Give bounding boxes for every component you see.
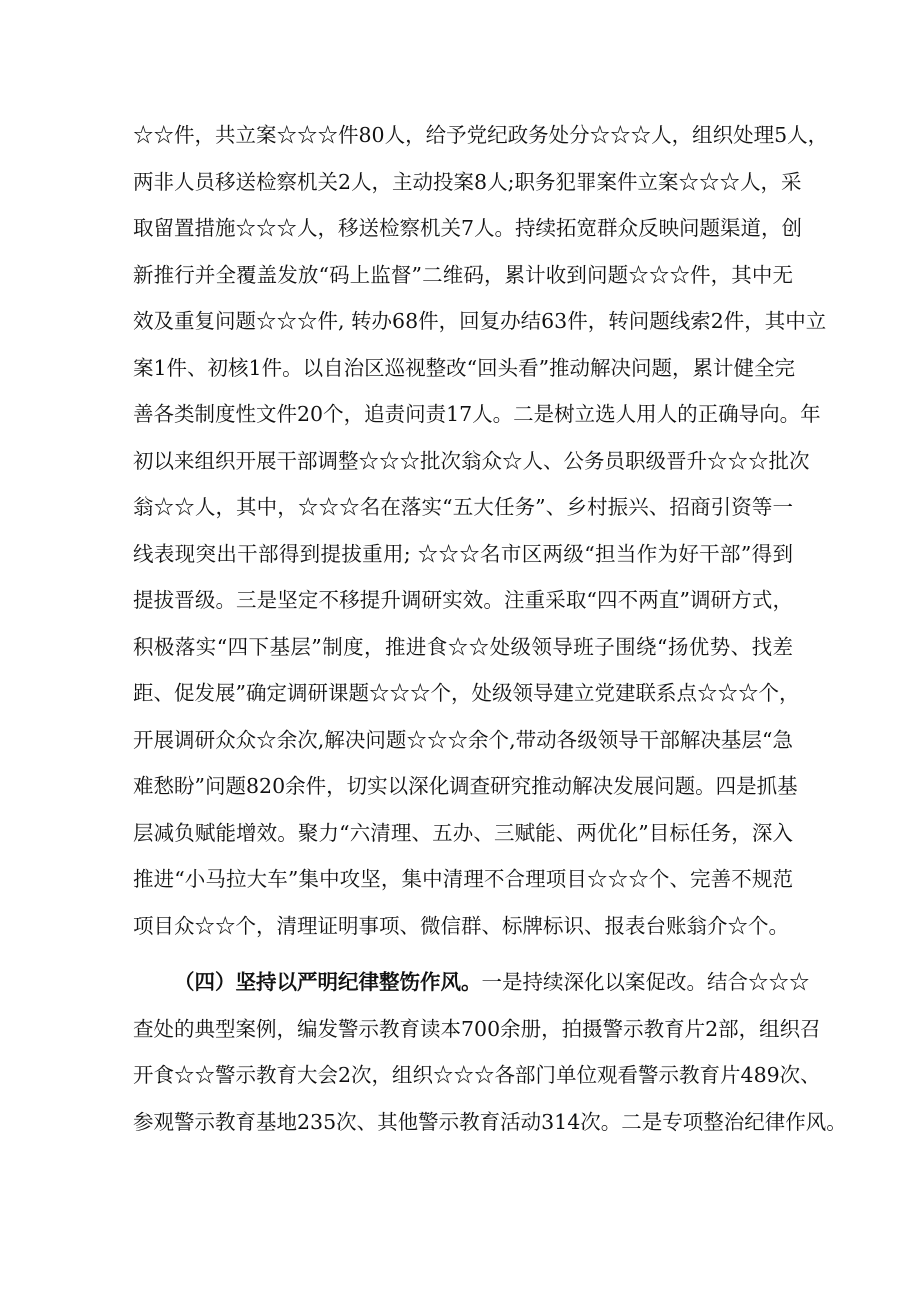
paragraph-work-results xyxy=(133,112,829,949)
text-line: 两非人员移送检察机关2人，主动投案8人;职务犯罪案件立案☆☆☆人，采 xyxy=(133,169,802,194)
document-body xyxy=(133,112,847,1145)
paragraph-discipline-style xyxy=(133,959,847,1145)
text-line: 项目众☆☆个，清理证明事项、微信群、标牌标识、报表台账翁介☆个。 xyxy=(133,913,789,938)
text-line: 善各类制度性文件20个，追责问责17人。二是树立选人用人的正确导向。年 xyxy=(133,402,821,426)
text-line: 距、促发展”确定调研课题☆☆☆个，处级领导建立党建联系点☆☆☆个， xyxy=(133,681,800,705)
text-line: 效及重复问题☆☆☆件, 转办68件，回复办结63件，转问题线索2件，其中立 xyxy=(133,309,827,333)
section-heading: （四）坚持以严明纪律整饬作风。 xyxy=(174,970,482,994)
text-line: 层减负赋能增效。聚力“六清理、五办、三赋能、两优化”目标任务，深入 xyxy=(133,820,793,845)
paragraph-spacing xyxy=(133,949,793,959)
text-line: 取留置措施☆☆☆人，移送检察机关7人。持续拓宽群众反映问题渠道，创 xyxy=(133,216,803,240)
text-line: 线表现突出干部得到提拔重用; ☆☆☆名市区两级“担当作为好干部”得到 xyxy=(133,541,793,566)
section-heading-line xyxy=(133,959,810,1006)
text-line: 翁☆☆人，其中，☆☆☆名在落实“五大任务”、乡村振兴、招商引资等一 xyxy=(133,495,793,519)
text-line: 积极落实“四下基层”制度，推进食☆☆处级领导班子围绕“扬优势、找差 xyxy=(133,634,793,659)
text-line: 查处的典型案例，编发警示教育读本700余册，拍摄警示教育片2部，组织召 xyxy=(133,1016,821,1041)
text-line: 难愁盼”问题820余件，切实以深化调查研究推动解决发展问题。四是抓基 xyxy=(133,774,798,798)
text-span: 一是持续深化以案促改。结合☆☆☆ xyxy=(481,970,810,994)
text-line: 推进“小马拉大车”集中攻坚，集中清理不合理项目☆☆☆个、完善不规范 xyxy=(133,867,793,891)
text-line: 提拔晋级。三是坚定不移提升调研实效。注重采取“四不两直”调研方式， xyxy=(133,588,793,612)
text-line: 新推行并全覆盖发放“码上监督”二维码，累计收到问题☆☆☆件，其中无 xyxy=(133,262,793,287)
text-line: 开展调研众众☆余次,解决问题☆☆☆余个,带动各级领导干部解决基层“急 xyxy=(133,727,793,752)
text-line: 初以来组织开展干部调整☆☆☆批次翁众☆人、公务员职级晋升☆☆☆批次 xyxy=(133,448,810,473)
text-line: 案1件、初核1件。以自治区巡视整改“回头看”推动解决问题，累计健全完 xyxy=(133,355,796,380)
text-line: 参观警示教育基地235次、其他警示教育活动314次。二是专项整治纪律作风。 xyxy=(133,1109,847,1134)
text-line: ☆☆件，共立案☆☆☆件80人，给予党纪政务处分☆☆☆人，组织处理5人， xyxy=(133,123,829,147)
text-line: 开食☆☆警示教育大会2次，组织☆☆☆各部门单位观看警示教育片489次、 xyxy=(133,1063,821,1087)
